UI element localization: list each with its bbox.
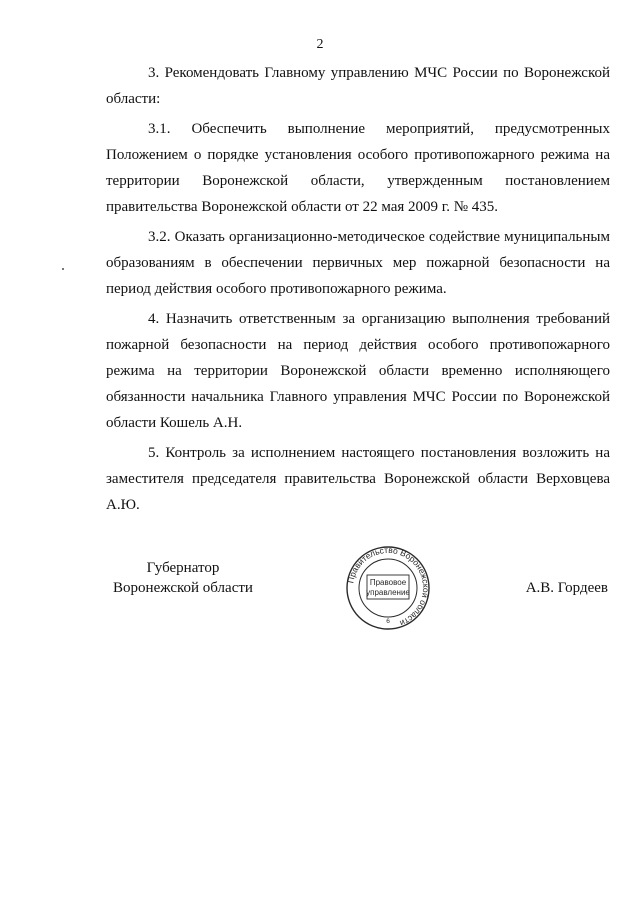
scan-speck [62, 268, 64, 270]
paragraph-3-2: 3.2. Оказать организационно-методическое содействие муниципальным образованиям в обеспечении первичных мер пожарной безопасности на период действия особого противопожарного режима. [106, 229, 610, 297]
official-stamp [336, 545, 440, 631]
signatory-title-line-2: Воронежской области [113, 580, 253, 596]
page-number: 2 [316, 37, 324, 52]
stamp-inner-line-2: управление [366, 588, 410, 597]
signatory-title-line-1: Губернатор [146, 560, 220, 576]
document-body [106, 60, 610, 518]
paragraph-5: 5. Контроль за исполнением настоящего постановления возложить на заместителя председателя правительства Воронежской области Верховцева А.Ю. [106, 445, 610, 513]
paragraph-3: 3. Рекомендовать Главному управлению МЧС России по Воронежской области: [106, 65, 610, 107]
stamp-number: 6 [386, 618, 390, 625]
paragraph-4: 4. Назначить ответственным за организацию выполнения требований пожарной безопасности на период действия особого противопожарного режима на территории Воронежской области временно исполняющего обязанности начальника Главного управления МЧС России по Воронежской области Кошель А.Н. [106, 311, 610, 431]
stamp-inner-line-1: Правовое [369, 578, 407, 587]
stamp-outer-text: Правительство Воронежской области [345, 545, 432, 629]
signatory-name: А.В. Гордеев [525, 580, 608, 596]
signatory-title [108, 558, 258, 598]
paragraph-3-1: 3.1. Обеспечить выполнение мероприятий, предусмотренных Положением о порядке установления особого противопожарного режима на территории Воронежской области, утвержденным постановлением правительства Воронежской области от 22 мая 2009 г. № 435. [106, 121, 610, 215]
